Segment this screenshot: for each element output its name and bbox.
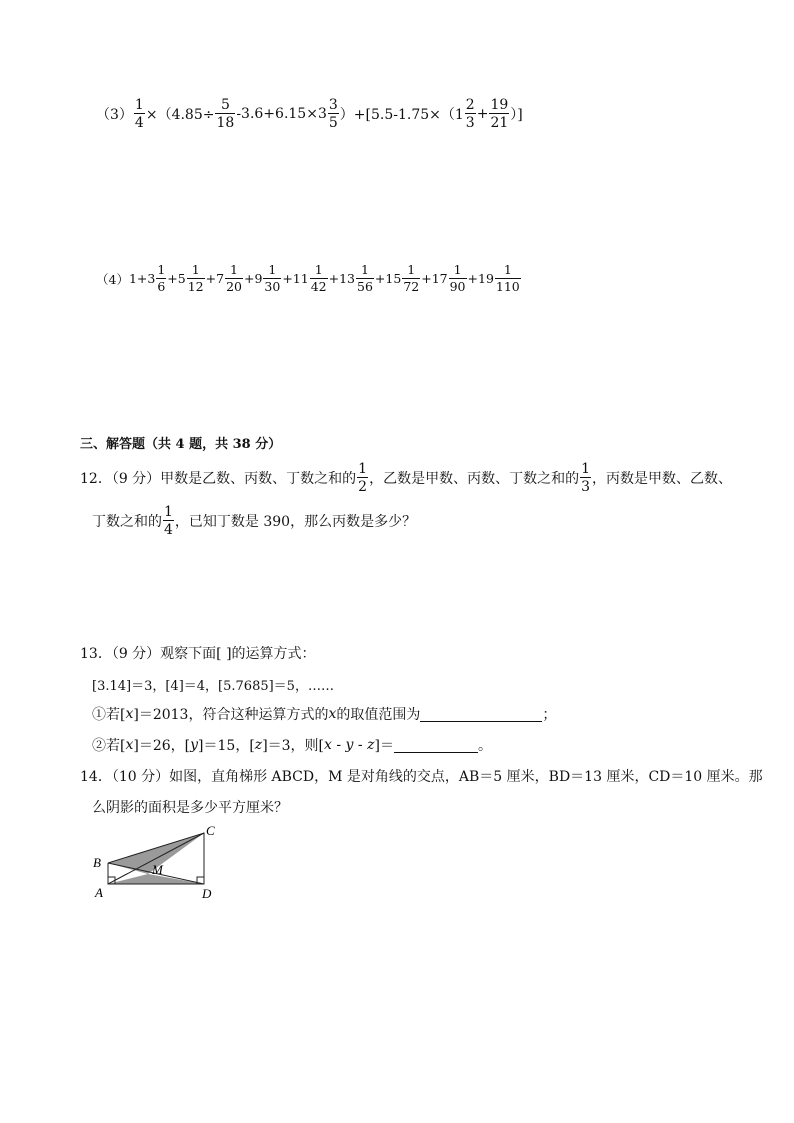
fraction: $\frac{2}{3}$	[465, 97, 475, 131]
term-prefix: +17	[421, 271, 448, 286]
term-prefix: +11	[282, 271, 309, 286]
fraction: $\frac{1}{6}$	[157, 262, 166, 294]
trapezoid-figure	[92, 825, 222, 905]
section-title: 三、解答题（共 4 题，共 38 分）	[80, 437, 282, 452]
fraction: $\frac{1}{30}$	[264, 262, 281, 294]
term-prefix: +15	[374, 271, 402, 286]
fraction: $\frac{1}{20}$	[226, 262, 242, 294]
fraction: $\frac{1}{2}$	[358, 461, 368, 495]
fraction: $\frac{1}{110}$	[495, 262, 520, 294]
label-d: D	[202, 886, 212, 901]
fraction: $\frac{1}{12}$	[187, 262, 204, 294]
fraction: $\frac{1}{4}$	[164, 504, 173, 538]
question-13-sub-2: ②若[ x ]＝26，[ y ]＝15，[ z ]＝3，则[ x - y - z ]＝ 。	[92, 737, 492, 754]
answer-blank[interactable]	[394, 738, 478, 753]
fraction: $\frac{1}{3}$	[581, 461, 591, 495]
fraction: $\frac{1}{42}$	[310, 262, 327, 294]
fraction: $\frac{3}{5}$	[328, 97, 338, 131]
term-prefix: +9	[243, 271, 263, 286]
problem-4-expression	[96, 264, 522, 293]
term-prefix: 1+3	[128, 271, 156, 286]
term-prefix: +13	[328, 271, 356, 286]
label-c: C	[206, 825, 215, 838]
fraction: $\frac{1}{4}$	[134, 97, 144, 131]
question-14-line-2: 么阴影的面积是多少平方厘米？	[92, 800, 288, 816]
fraction: $\frac{19}{21}$	[490, 97, 509, 131]
answer-blank[interactable]	[420, 707, 542, 722]
problem-4-label: （4）	[96, 271, 129, 287]
problem-3-expression: （3） $\frac{1}{4}$ ×（4.85÷ $\frac{5}{18}$ -3.6+6.15×3 $\frac{3}{5}$ ）+[5.5-1.75×（1 $\frac{2}{3}$ + $\frac{19}{21}$ ）]	[96, 97, 523, 131]
label-b: B	[93, 855, 101, 870]
fraction: $\frac{1}{72}$	[403, 262, 420, 294]
term-prefix: +19	[467, 271, 494, 286]
fraction: $\frac{1}{90}$	[449, 262, 466, 294]
label-m: M	[152, 862, 163, 877]
problem-3-label: （3）	[96, 107, 133, 123]
fraction: $\frac{5}{18}$	[216, 97, 235, 131]
question-13-example: [3.14]＝3，[4]＝4，[5.7685]＝5，……	[92, 679, 334, 694]
question-13-sub-1: ①若[ x ]＝2013，符合这种运算方式的 x 的取值范围为 ；	[92, 706, 557, 723]
question-12-line-1: 12．（9 分）甲数是乙数、丙数、丁数之和的 $\frac{1}{2}$ ，乙数是甲数、丙数、丁数之和的 $\frac{1}{3}$ ，丙数是甲数、乙数、	[80, 461, 733, 495]
question-14-line-1: 14．（10 分）如图，直角梯形 ABCD，M 是对角线的交点，AB＝5 厘米，BD＝13 厘米，CD＝10 厘米。那	[80, 769, 763, 785]
fraction: $\frac{1}{56}$	[357, 262, 373, 294]
label-a: A	[95, 885, 103, 900]
term-prefix: +7	[205, 271, 225, 286]
term-prefix: +5	[167, 271, 186, 286]
question-13-head: 13．（9 分）观察下面[ ]的运算方式：	[80, 646, 316, 662]
question-12-line-2: 丁数之和的 $\frac{1}{4}$ ，已知丁数是 390，那么丙数是多少？	[92, 504, 417, 538]
